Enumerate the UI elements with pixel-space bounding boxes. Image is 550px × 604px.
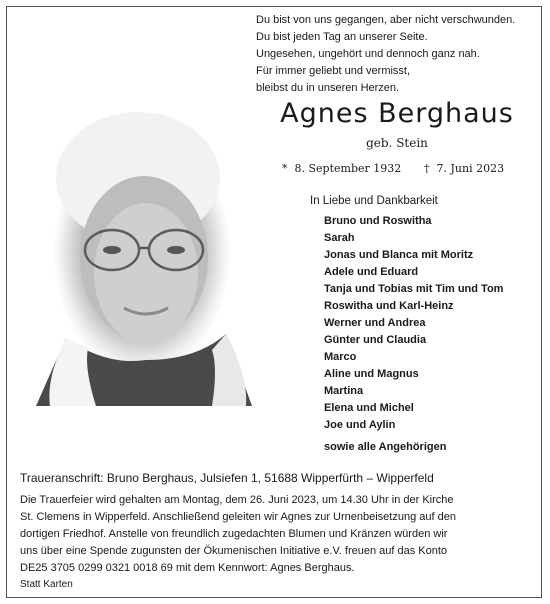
mourner-entry: Werner und Andrea	[324, 317, 426, 329]
dedication-line: In Liebe und Dankbarkeit	[310, 195, 438, 207]
life-dates	[282, 162, 542, 175]
mourner-entry: Bruno und Roswitha	[324, 215, 432, 227]
mourner-entry: Marco	[324, 351, 357, 363]
closing-line: sowie alle Angehörigen	[324, 441, 447, 453]
funeral-info	[20, 492, 532, 577]
death-date	[424, 162, 504, 175]
info-line: DE25 3705 0299 0321 0018 69 mit dem Kennwort: Agnes Berghaus.	[20, 562, 355, 574]
maiden-name: geb. Stein	[366, 136, 428, 150]
mourner-entry: Roswitha und Karl-Heinz	[324, 300, 454, 312]
statt-karten-note: Statt Karten	[20, 579, 73, 590]
birth-date	[282, 162, 401, 175]
portrait-photo	[26, 98, 258, 406]
poem-line: Ungesehen, ungehört und dennoch ganz nah.	[256, 48, 480, 60]
poem-line: Du bist jeden Tag an unserer Seite.	[256, 31, 428, 43]
mourner-entry: Elena und Michel	[324, 402, 414, 414]
mourner-entry: Tanja und Tobias mit Tim und Tom	[324, 283, 504, 295]
info-line: St. Clemens in Wipperfeld. Anschließend geleiten wir Agnes zur Urnenbeisetzung auf den	[20, 511, 456, 523]
birth-star-icon: *	[282, 162, 288, 175]
mourner-entry: Martina	[324, 385, 364, 397]
mourner-entry: Aline und Magnus	[324, 368, 419, 380]
portrait-illustration	[26, 98, 258, 406]
deceased-name: Agnes Berghaus	[280, 98, 514, 129]
mourner-entry: Jonas und Blanca mit Moritz	[324, 249, 474, 261]
mourner-entry: Sarah	[324, 232, 355, 244]
info-line: dortigen Friedhof. Anstelle von freundlich zugedachten Blumen und Kränzen würden wir	[20, 528, 448, 540]
poem-line: Für immer geliebt und vermisst,	[256, 65, 411, 77]
mourner-entry: Joe und Aylin	[324, 419, 396, 431]
poem-line: bleibst du in unseren Herzen.	[256, 82, 400, 94]
death-date-text: 7. Juni 2023	[436, 162, 505, 175]
mourning-address: Traueranschrift: Bruno Berghaus, Julsiefen 1, 51688 Wipperfürth – Wipperfeld	[20, 471, 434, 485]
info-line: uns über eine Spende zugunsten der Ökumenischen Initiative e.V. freuen auf das Konto	[20, 545, 448, 557]
mourner-entry: Adele und Eduard	[324, 266, 419, 278]
death-cross-icon: †	[424, 162, 430, 175]
memorial-poem	[256, 12, 546, 97]
info-line: Die Trauerfeier wird gehalten am Montag, dem 26. Juni 2023, um 14.30 Uhr in der Kirche	[20, 494, 454, 506]
mourner-entry: Günter und Claudia	[324, 334, 427, 346]
birth-date-text: 8. September 1932	[294, 162, 402, 175]
mourners-list	[324, 213, 503, 434]
poem-line: Du bist von uns gegangen, aber nicht verschwunden.	[256, 14, 516, 26]
